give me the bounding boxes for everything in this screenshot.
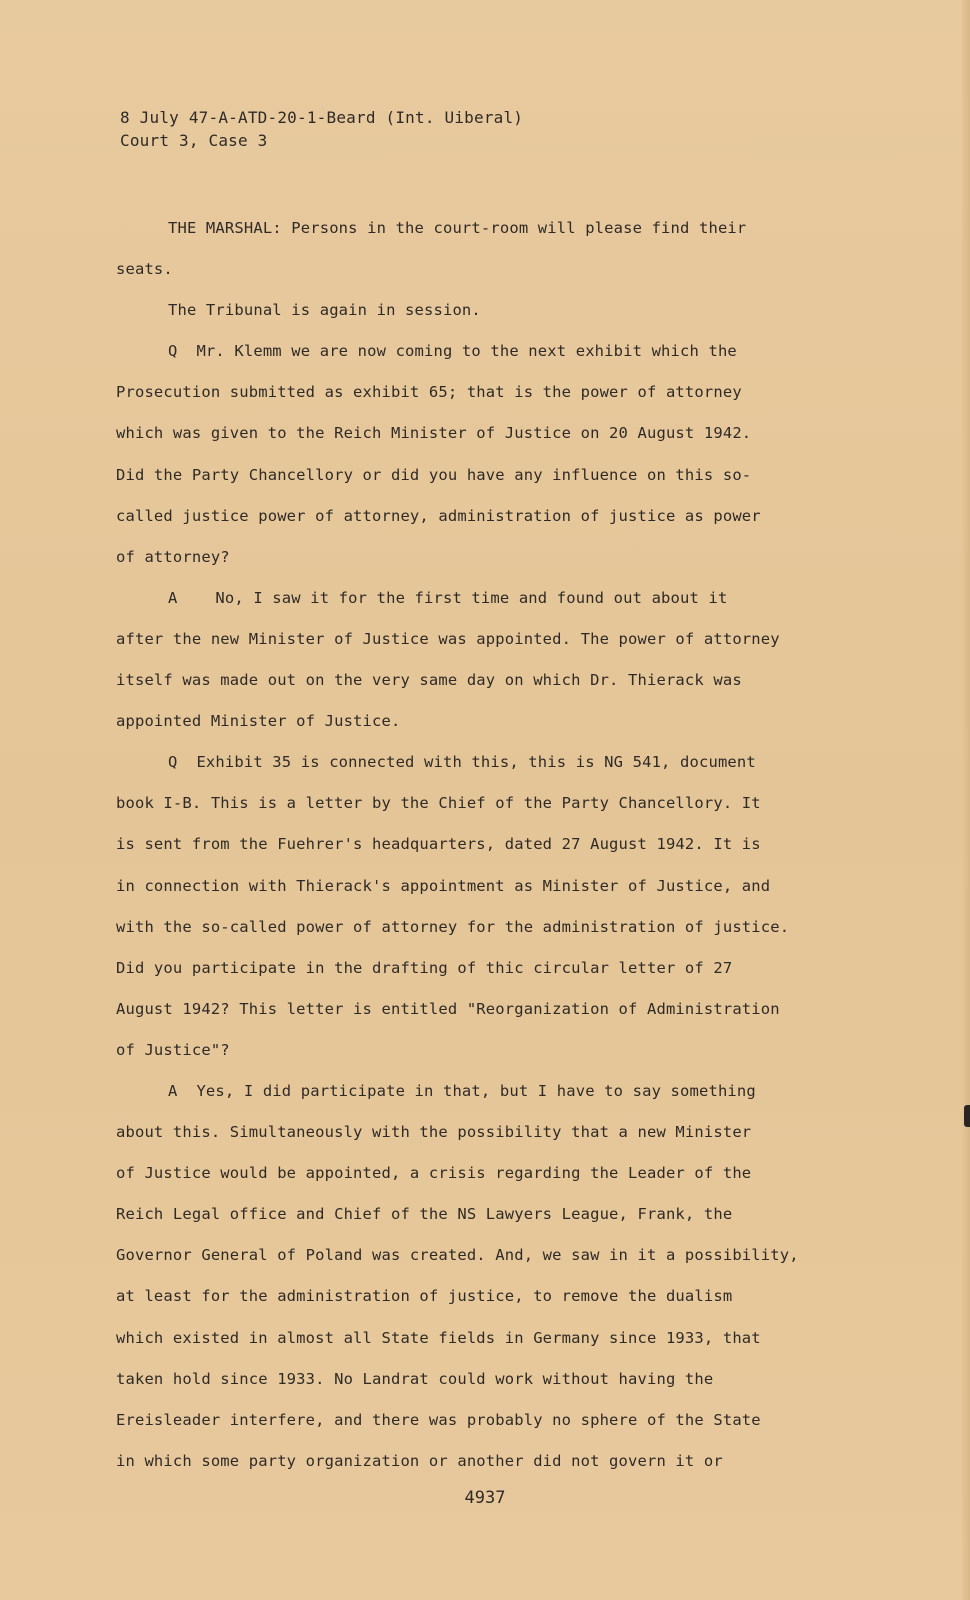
transcript-line: Q Mr. Klemm we are now coming to the next exhibit which the xyxy=(168,342,737,361)
page-edge xyxy=(962,0,970,1600)
transcript-line: Ereisleader interfere, and there was probably no sphere of the State xyxy=(116,1410,761,1429)
document-header xyxy=(120,106,523,152)
transcript-line: taken hold since 1933. No Landrat could work without having the xyxy=(116,1369,714,1388)
transcript-line: A No, I saw it for the first time and found out about it xyxy=(168,588,728,607)
transcript-line: book I-B. This is a letter by the Chief of the Party Chancellory. It xyxy=(116,794,761,813)
transcript-line: of attorney? xyxy=(116,547,230,566)
transcript-line: about this. Simultaneously with the possibility that a new Minister xyxy=(116,1123,752,1142)
header-line-2: Court 3, Case 3 xyxy=(120,131,268,150)
transcript-line: of Justice would be appointed, a crisis regarding the Leader of the xyxy=(116,1164,752,1183)
transcript-line: called justice power of attorney, administration of justice as power xyxy=(116,506,761,525)
transcript-line: in connection with Thierack's appointment as Minister of Justice, and xyxy=(116,876,771,895)
transcript-line: appointed Minister of Justice. xyxy=(116,712,401,731)
transcript-line: of Justice"? xyxy=(116,1040,230,1059)
transcript-line: The Tribunal is again in session. xyxy=(168,301,481,320)
header-line-1: 8 July 47-A-ATD-20-1-Beard (Int. Uiberal) xyxy=(120,108,524,127)
transcript-line: in which some party organization or another did not govern it or xyxy=(116,1451,723,1470)
transcript-line: Q Exhibit 35 is connected with this, this is NG 541, document xyxy=(168,753,756,772)
transcript-line: Did you participate in the drafting of thic circular letter of 27 xyxy=(116,958,733,977)
transcript-line: Prosecution submitted as exhibit 65; that is the power of attorney xyxy=(116,383,742,402)
transcript-line: Reich Legal office and Chief of the NS Lawyers League, Frank, the xyxy=(116,1205,733,1224)
transcript-line: THE MARSHAL: Persons in the court-room will please find their xyxy=(168,219,747,237)
transcript-line: at least for the administration of justice, to remove the dualism xyxy=(116,1287,733,1306)
transcript-line: which was given to the Reich Minister of Justice on 20 August 1942. xyxy=(116,424,752,443)
transcript-line: after the new Minister of Justice was appointed. The power of attorney xyxy=(116,629,780,648)
transcript-line: Did the Party Chancellory or did you have any influence on this so- xyxy=(116,465,752,484)
transcript-line: which existed in almost all State fields in Germany since 1933, that xyxy=(116,1328,761,1347)
page-number: 4937 xyxy=(464,1488,506,1508)
transcript-line: with the so-called power of attorney for the administration of justice. xyxy=(116,917,790,936)
transcript-line: is sent from the Fuehrer's headquarters, dated 27 August 1942. It is xyxy=(116,835,761,854)
transcript-line: seats. xyxy=(116,260,173,279)
transcript-body xyxy=(116,208,836,1482)
transcript-line: itself was made out on the very same day on which Dr. Thierack was xyxy=(116,671,742,690)
transcript-line: A Yes, I did participate in that, but I have to say something xyxy=(168,1081,756,1100)
transcript-line: August 1942? This letter is entitled "Reorganization of Administration xyxy=(116,999,780,1018)
ink-mark xyxy=(964,1105,970,1127)
transcript-line: Governor General of Poland was created. And, we saw in it a possibility, xyxy=(116,1246,799,1265)
